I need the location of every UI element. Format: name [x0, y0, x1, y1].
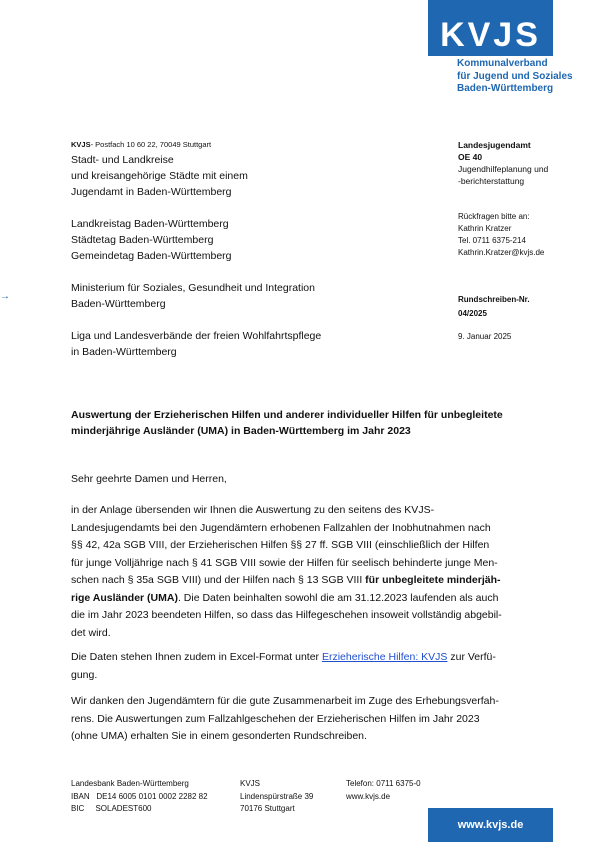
footer-website[interactable]: www.kvjs.de — [346, 791, 391, 801]
body-line: Wir danken den Jugendämtern für die gute Zusammenarbeit im Zuge des Erhebungsverfah- — [71, 695, 499, 707]
body-line — [71, 649, 526, 667]
body-line: für junge Volljährige nach § 41 SGB VIII sowie der Hilfen für seelisch behinderte junge Men- — [71, 556, 498, 569]
contact-label: Rückfragen bitte an: — [458, 212, 530, 221]
dept-description — [458, 164, 548, 187]
body-line: in der Anlage übersenden wir Ihnen die Auswertung zu den seitens des KVJS- — [71, 504, 435, 516]
addressee-line: Städtetag Baden-Württemberg — [71, 234, 214, 246]
org-line: Baden-Württemberg — [457, 83, 554, 94]
salutation: Sehr geehrte Damen und Herren, — [71, 473, 227, 485]
footer-line: Lindenspürstraße 39 — [240, 791, 314, 801]
addressee-block — [71, 280, 315, 312]
addressee-line: Gemeindetag Baden-Württemberg — [71, 250, 232, 262]
addressee-line: Landkreistag Baden-Württemberg — [71, 218, 229, 230]
body-line — [71, 590, 526, 608]
footer-line: IBAN DE14 6005 0101 0002 2282 82 — [71, 791, 208, 801]
contact-phone: Tel. 0711 6375-214 — [458, 236, 526, 245]
letter-date: 9. Januar 2025 — [458, 332, 512, 341]
circular-label: Rundschreiben-Nr. — [458, 295, 530, 304]
org-line: Kommunalverband — [457, 58, 548, 69]
body-line: §§ 42, 42a SGB VIII, der Erzieherischen Hilfen §§ 27 ff. SGB VIII (einschließlich der Hilfen — [71, 539, 490, 551]
subject-line: minderjährige Ausländer (UMA) in Baden-Württemberg im Jahr 2023 — [71, 425, 411, 437]
footer-line: Landesbank Baden-Württemberg — [71, 779, 189, 788]
addressee-line: Jugendamt in Baden-Württemberg — [71, 186, 232, 198]
addressee-line: Liga und Landesverbände der freien Wohlfahrtspflege — [71, 330, 322, 342]
footer-line: Telefon: 0711 6375-0 — [346, 779, 421, 788]
org-name — [457, 58, 573, 96]
body-line: rens. Die Auswertungen zum Fallzahlgeschehen der Erzieherischen Hilfen im Jahr 2023 — [71, 712, 480, 725]
body-paragraph-3 — [71, 693, 526, 746]
sender-address: - Postfach 10 60 22, 70049 Stuttgart — [90, 140, 212, 149]
body-paragraph-1 — [71, 502, 526, 642]
body-line: Landesjugendamts bei den Jugendämtern erhobenen Fallzahlen der Inobhutnahmen nach — [71, 521, 491, 534]
footer-line: BIC SOLADEST600 — [71, 804, 152, 813]
subject — [71, 407, 541, 439]
dept-desc-line: Jugendhilfeplanung und — [458, 164, 549, 174]
dept-code: OE 40 — [458, 152, 483, 162]
circular-number: 04/2025 — [458, 309, 487, 318]
dept-desc-line: -berichterstattung — [458, 175, 525, 186]
body-line: die im Jahr 2023 beendeten Hilfen, so dass das Hilfegeschehen insoweit vollständig abgebil- — [71, 609, 502, 621]
body-text: . Die Daten beinhalten sowohl die am 31.12.2023 laufenden als auch — [177, 591, 499, 604]
dept-title: Landesjugendamt — [458, 140, 531, 150]
footer-contact — [346, 778, 421, 803]
kvjs-data-link[interactable]: Erzieherische Hilfen: KVJS — [321, 651, 448, 663]
footer-line: 70176 Stuttgart — [240, 804, 295, 813]
footer-bank — [71, 778, 208, 816]
body-line — [71, 572, 526, 590]
fold-mark-arrow-icon: → — [0, 291, 10, 302]
body-bold-text: rige Ausländer (UMA) — [71, 591, 178, 604]
sender-org: KVJS — [71, 140, 91, 149]
url-badge-text[interactable]: www.kvjs.de — [457, 819, 524, 831]
org-line: für Jugend und Soziales — [457, 70, 573, 82]
body-text: Die Daten stehen Ihnen zudem in Excel-Format unter — [71, 651, 322, 663]
body-line: gung. — [71, 668, 98, 681]
addressee-line: Ministerium für Soziales, Gesundheit und Integration — [71, 282, 315, 294]
body-line: (ohne UMA) erhalten Sie in einem gesonderten Rundschreiben. — [71, 730, 367, 742]
addressee-block — [71, 152, 248, 200]
subject-line: Auswertung der Erzieherischen Hilfen und anderer individueller Hilfen für unbegleitete — [71, 409, 503, 421]
body-paragraph-2 — [71, 649, 526, 684]
body-text: zur Verfü- — [447, 651, 496, 663]
footer-line: KVJS — [240, 779, 261, 788]
body-line: det wird. — [71, 626, 111, 639]
addressee-line: und kreisangehörige Städte mit einem — [71, 170, 248, 182]
body-text: schen nach § 35a SGB VIII) und der Hilfen nach § 13 SGB VIII — [71, 574, 366, 586]
footer-address — [240, 778, 313, 816]
addressee-block — [71, 328, 321, 360]
addressee-line: in Baden-Württemberg — [71, 346, 177, 358]
contact-email[interactable]: Kathrin.Kratzer@kvjs.de — [458, 248, 545, 257]
contact-name: Kathrin Kratzer — [458, 224, 512, 233]
sender-line — [71, 140, 211, 150]
addressee-line: Baden-Württemberg — [71, 298, 166, 310]
addressee-line: Stadt- und Landkreise — [71, 154, 174, 166]
body-bold-text: für unbegleitete minderjäh- — [365, 574, 501, 586]
kvjs-logo: KVJS — [440, 16, 541, 54]
addressee-block — [71, 216, 232, 264]
